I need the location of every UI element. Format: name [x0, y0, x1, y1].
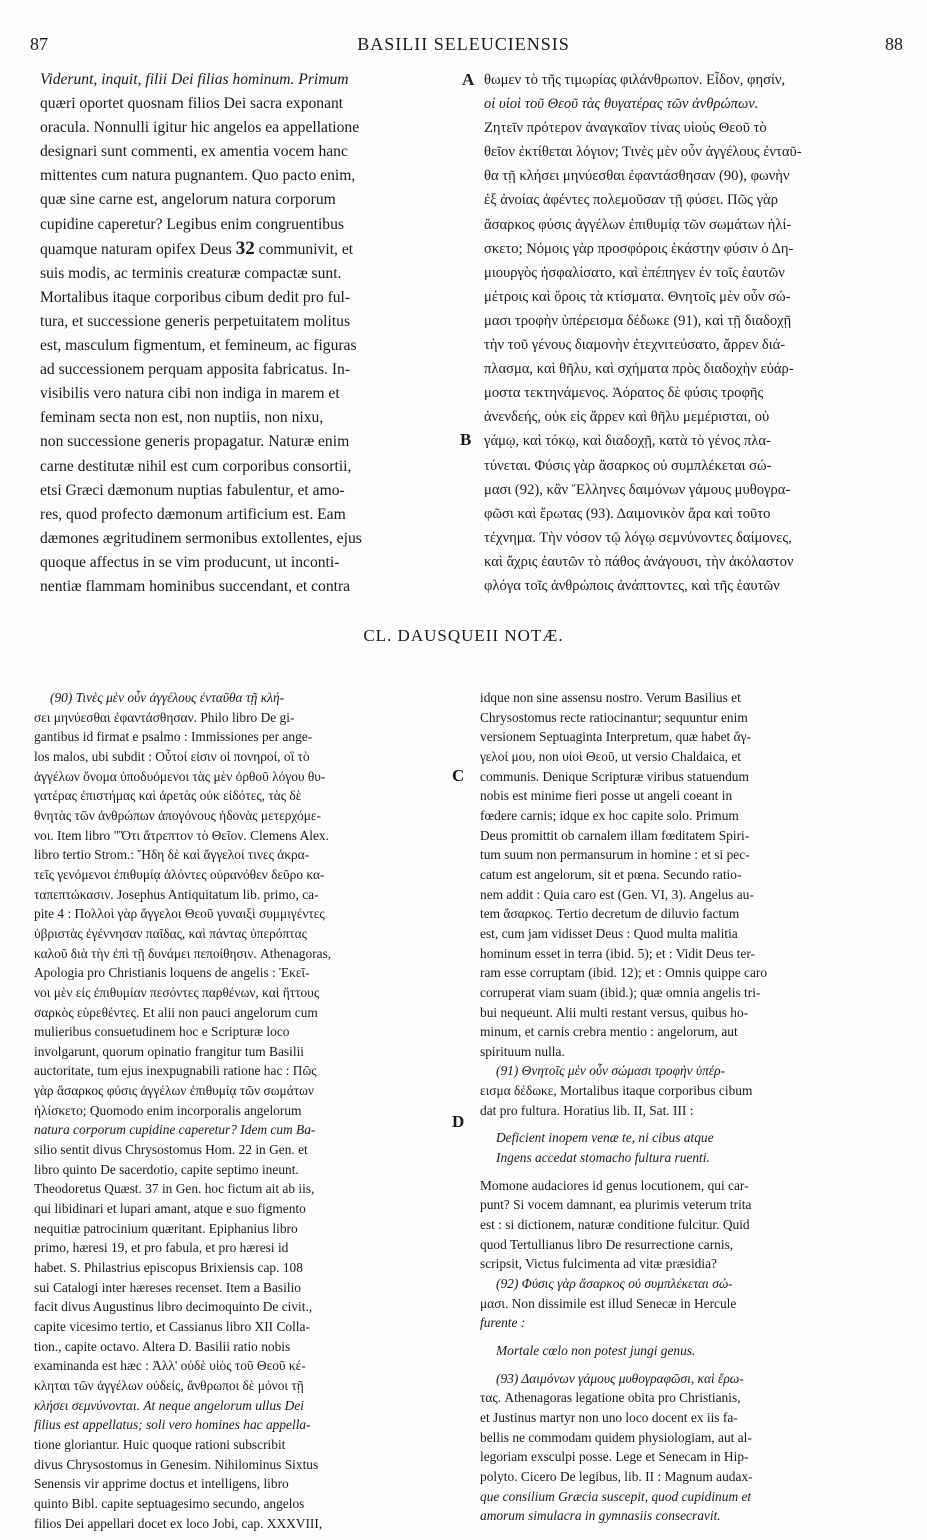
text-line: γάμῳ, καὶ τόκῳ, καὶ διαδοχῇ, κατὰ τὸ γένος πλα-: [484, 433, 771, 450]
verse-line: Mortale cœlo non potest jungi genus.: [496, 1343, 696, 1358]
text-line: ἄσαρκος φύσις ἀγγέλων ἐπιθυμίᾳ τῶν σωμάτων ἡλί-: [484, 216, 792, 233]
note-line: tione gloriantur. Huic quoque rationi subscribit: [34, 1436, 286, 1452]
note-line: gantibus id firmat e psalmo : Immissiones per ange-: [34, 729, 313, 745]
note-line: silio sentit divus Chrysostomus Hom. 22 in Gen. et: [34, 1142, 308, 1158]
note-line: que consilium Græcia suscepit, quod cupidinum et: [480, 1488, 752, 1504]
notes-left-column: [34, 688, 446, 1533]
greek-text-column: [484, 68, 904, 598]
text-line: est, masculum figmentum, et femineum, ac figuras: [40, 337, 357, 355]
text-line: dæmones ægritudinem sermonibus extollentes, ejus: [40, 529, 362, 547]
spacer: [480, 1168, 900, 1176]
note-line: libro quinto De sacerdotio, capite septimo ineunt.: [34, 1161, 299, 1177]
note-line: punt? Si vocem damnant, ea plurimis veterum trita: [480, 1197, 752, 1213]
note-line: dat pro fultura. Horatius lib. II, Sat. III :: [480, 1102, 694, 1118]
text-line: etsi Græci dæmonum nuptias fabulentur, et amo-: [40, 481, 345, 499]
spacer: [480, 1361, 900, 1369]
text-fragment: quamque naturam opifex Deus: [40, 240, 232, 258]
text-line: res, quod profecto dæmonum artificium est. Eam: [40, 505, 346, 523]
note-line: sui Catalogi inter hæreses recenset. Item a Basilio: [34, 1279, 301, 1295]
note-line: Chrysostomus recte ratiocinantur; sequuntur enim: [480, 709, 748, 725]
note-line: filius est appellatus; soli vero homines hac appella-: [34, 1417, 311, 1433]
text-line: φλόγα τοῖς ἀνθρώποις ἀνάπτοντες, καὶ τῆς ἑαυτῶν: [484, 577, 780, 594]
note-line: καλοῦ διὰ τὴν ἐπὶ τῇ δυνάμει πεποίθησιν. Athenagoras,: [34, 945, 332, 961]
note-line: capite vicesimo tertio, et Cassianus libro XII Colla-: [34, 1319, 310, 1334]
note-line: libro tertio Strom.: Ἤδη δὲ καὶ ἄγγελοί τινες ἀκρα-: [34, 847, 310, 863]
note-line: ἡλίσκετο; Quomodo enim incorporalis angelorum: [34, 1102, 302, 1118]
note-line: est : si dictionem, naturæ conditione fulcitur. Quid: [480, 1217, 750, 1233]
notes-right-column: [480, 688, 900, 1526]
text-line: σκετο; Νόμοις γὰρ προσφόροις ἑκάστην φύσιν ὁ Δη-: [484, 240, 794, 257]
text-line: tura, et successione generis perpetuitatem molitus: [40, 312, 351, 330]
text-line: τέχνημα. Τὴν νόσον τῷ λόγῳ σεμνύνοντες δαίμονες,: [484, 529, 792, 546]
note-line: catum est angelorum, sit et pœna. Secundo ratio-: [480, 866, 742, 882]
note-line: γὰρ ἄσαρκος φύσις ἀγγέλων ἐπιθυμίᾳ τῶν σωμάτων: [34, 1083, 314, 1099]
text-line: μέτροις καὶ ὅροις τὰ κτίσματα. Θνητοῖς μὲν οὖν σώ-: [484, 288, 791, 305]
note-line: tion., capite octavo. Altera D. Basilii ratio nobis: [34, 1338, 291, 1354]
note-line: minum, et carnis crebra mentio : angelorum, aut: [480, 1024, 738, 1040]
note-line: (93) Δαιμόνων γάμους μυθογραφῶσι, καὶ ἔρω-: [496, 1370, 744, 1386]
column-marker: 32: [235, 237, 255, 259]
text-line: Ζητεῖν πρότερον ἀναγκαῖον τίνας υἱοὺς Θεοῦ τὸ: [484, 120, 767, 137]
text-line: mittentes cum natura pugnantem. Quo pacto enim,: [40, 167, 356, 185]
text-line: οἱ υἱοὶ τοῦ Θεοῦ τὰς θυγατέρας τῶν ἀνθρώπων.: [484, 96, 759, 113]
note-line: tem ἄσαρκος. Tertio decretum de diluvio factum: [480, 906, 740, 922]
note-line: divus Chrysostomus in Genesim. Nihilominus Sixtus: [34, 1456, 319, 1472]
note-line: amorum simulacra in gymnasiis consecravit.: [480, 1508, 721, 1524]
text-line: θωμεν τὸ τῆς τιμωρίας φιλάνθρωπον. Εἶδον, φησίν,: [484, 72, 786, 88]
note-line: Momone audaciores id genus locutionem, qui car-: [480, 1177, 749, 1193]
text-line: suis modis, ac terminis creaturæ compactæ sunt.: [40, 264, 342, 282]
note-line: facit divus Augustinus libro decimoquinto De civit.,: [34, 1299, 313, 1315]
text-line: quæri oportet quosnam filios Dei sacra exponant: [40, 95, 344, 113]
text-line: μιουργὸς ἠσφαλίσατο, καὶ ἐπέπηγεν ἐν τοῖς ἑαυτῶν: [484, 264, 785, 281]
note-line: Deus promittit ob carnalem illam fœditatem Spiri-: [480, 827, 750, 843]
note-line: natura corporum cupidine caperetur? Idem cum Ba-: [34, 1122, 316, 1138]
note-line: legoriam exsculpi posse. Lege et Senecam in Hip-: [480, 1449, 749, 1465]
text-line: carne destitutæ nihil est cum corporibus consortii,: [40, 457, 352, 475]
note-line: νοι. Item libro "Ὅτι ἄτρεπτον τὸ Θεῖον. Clemens Alex.: [34, 827, 329, 843]
note-line: est, cum jam vidisset Deus : Quod multa malitia: [480, 925, 738, 941]
text-line: θεῖον ἐκτίθεται λόγιον; Τινὲς μὲν οὖν ἀγγέλους ἐνταῦ-: [484, 144, 802, 161]
note-line: σει μηνύεσθαι ἐφαντάσθησαν. Philo libro De gi-: [34, 709, 295, 725]
page-number-right: 88: [885, 34, 903, 54]
note-line: bui nequeunt. Alii multi restant versus, quibus ho-: [480, 1004, 749, 1020]
note-line: spirituum nulla.: [480, 1043, 565, 1059]
text-line: Mortalibus itaque corporibus cibum dedit pro ful-: [40, 288, 351, 306]
note-line: et Justinus martyr non uno loco docent ex iis fa-: [480, 1409, 738, 1425]
note-line: nobis est minime fieri posse ut angeli coeant in: [480, 788, 733, 804]
running-head: [0, 34, 927, 58]
note-line: filios Dei appellari docet ex loco Jobi, cap. XXXVIII,: [34, 1515, 323, 1531]
text-line: visibilis vero natura cibi non indiga in marem et: [40, 385, 340, 403]
note-line: los malos, ubi subdit : Οὗτοί εἰσιν οἱ πονηροί, οἳ τὸ: [34, 748, 310, 764]
text-line: μοστα τεκτηνάμενος. Ἀόρατος δὲ φύσις τροφῆς: [484, 385, 764, 402]
latin-text-column: [40, 68, 454, 599]
text-line: Viderunt, inquit, filii Dei filias hominum. Primum: [40, 71, 349, 88]
note-line: κλήσει σεμνύνονται. At neque angelorum ullus Dei: [34, 1397, 304, 1413]
note-line: γελοί μου, non υἱοὶ Θεοῦ, ut versio Chaldaica, et: [480, 748, 742, 764]
note-line: ὑβριστὰς ἐγέννησαν παῖδας, καὶ πάντας ὑπερόπτας: [34, 925, 307, 941]
verse-line: Deficient inopem venæ te, ni cibus atque: [496, 1130, 714, 1146]
note-line: γατέρας ἐπιστήμας καὶ ἀρετὰς οὐκ εἰδότες, τὰς δὲ: [34, 788, 302, 804]
page-number-left: 87: [30, 34, 48, 54]
note-line: idque non sine assensu nostro. Verum Basilius et: [480, 690, 741, 705]
spacer: [480, 1333, 900, 1341]
text-line: ad successionem perquam apposita fabricatus. In-: [40, 361, 351, 379]
note-line: εισμα δέδωκε, Mortalibus itaque corporibus cibum: [480, 1083, 753, 1099]
note-line: τεῖς γενόμενοι ἐπιθυμίᾳ ἁλόντες οὐρανόθεν δεῦρο κα-: [34, 866, 325, 882]
text-line: feminam secta non est, non nuptiis, non nixu,: [40, 409, 324, 427]
text-line: ἀνενδεής, οὐκ εἰς ἄρρεν καὶ θῆλυ μεμέρισται, οὐ: [484, 409, 770, 426]
text-line: quæ sine carne est, angelorum natura corporum: [40, 191, 336, 209]
text-line: φῶσι καὶ ἔρωτας (93). Δαιμονικὸν ἄρα καὶ τοῦτο: [484, 505, 771, 522]
margin-letter-c: C: [452, 766, 465, 785]
text-line: nentiæ flammam hominibus succendant, et contra: [40, 577, 351, 595]
note-line: versionem Septuaginta Interpretum, quæ habet ἄγ-: [480, 729, 752, 745]
text-line: designari sunt commenti, ex amentia vocem hanc: [40, 143, 348, 161]
note-line: (91) Θνητοῖς μὲν οὖν σώμασι τροφὴν ὑπέρ-: [496, 1063, 725, 1079]
note-line: polyto. Cicero De legibus, lib. II : Magnum audax-: [480, 1468, 753, 1484]
spacer: [480, 1120, 900, 1128]
note-line: mulieribus consuetudinem hoc e Scripturæ loco: [34, 1024, 290, 1040]
note-line: nequitiæ patrocinium quæritant. Epiphanius libro: [34, 1220, 298, 1236]
note-line: bellis ne commodam quidem physiologiam, aut al-: [480, 1429, 752, 1445]
note-line: ἀγγέλων ὄνομα ὑποδυόμενοι τὰς μὲν ὀρθοῦ λόγου θυ-: [34, 768, 326, 784]
text-line: θα τῇ κλήσει μηνύεσθαι ἐφαντάσθησαν (90), φωνὴν: [484, 168, 790, 185]
note-line: scripsit, Victus fulcimenta ad vitæ præsidia?: [480, 1256, 717, 1272]
note-line: νοι μὲν εἰς ἐπιθυμίαν πεσόντες παρθένων, καὶ ἥττους: [34, 984, 320, 1000]
margin-letter-b: B: [460, 430, 472, 449]
text-line: τὴν τοῦ γένους διαμονὴν ἐτεχνιτεύσατο, ἄρρεν διά-: [484, 337, 786, 354]
margin-letter-a: A: [462, 70, 475, 89]
note-line: ram esse corruptam (ibid. 12); et : Omnis quippe caro: [480, 965, 768, 981]
note-line: μασι. Non dissimile est illud Senecæ in Hercule: [480, 1295, 737, 1311]
text-line: [40, 237, 454, 262]
verse-line: Ingens accedat stomacho fultura ruenti.: [496, 1150, 710, 1166]
note-line: Senensis vir apprime doctus et intelligens, libro: [34, 1476, 289, 1492]
note-line: σαρκὸς εὑρεθέντες. Et alii non pauci angelorum cum: [34, 1004, 318, 1020]
note-line: Apologia pro Christianis loquens de angelis : Ἐκεῖ-: [34, 965, 310, 981]
text-line: μασι τροφὴν ὑπέρεισμα δέδωκε (91), καὶ τῇ διαδοχῇ: [484, 312, 792, 329]
note-line: κληται τῶν ἀγγέλων οὐδείς, ἄνθρωποι δὲ μόνοι τῇ: [34, 1377, 304, 1393]
note-line: primo, hæresi 19, et pro fabula, et pro hæresi id: [34, 1240, 289, 1256]
note-line: communis. Denique Scripturæ viribus statuendum: [480, 768, 749, 784]
text-line: πλασμα, καὶ θῆλυ, καὶ σχήματα πρὸς διαδοχὴν εὐάρ-: [484, 361, 794, 378]
text-line: oracula. Nonnulli igitur hic angelos ea appellatione: [40, 119, 360, 137]
text-fragment: communivit, et: [258, 240, 354, 258]
text-line: μασι (92), κἂν Ἕλληνες δαιμόνων γάμους μυθογρα-: [484, 481, 791, 498]
text-line: ἐξ ἀνοίας ἀφέντες πολεμοῦσαν τῇ φύσει. Πῶς γὰρ: [484, 192, 778, 209]
note-line: examinanda est hæc : Ἀλλ' οὐδὲ υἱὸς τοῦ Θεοῦ κέ-: [34, 1358, 306, 1374]
note-line: ταπεπτώκασιν. Josephus Antiquitatum lib. primo, ca-: [34, 886, 319, 902]
text-line: καὶ ἄχρις ἑαυτῶν τὸ πάθος ἀνάγουσι, τὴν ἀκόλαστον: [484, 553, 794, 570]
note-line: hominum esset in terra (ibid. 5); et : Vidit Deus ter-: [480, 945, 755, 961]
note-line: quinto Bibl. capite septuagesimo secundo, angelos: [34, 1495, 305, 1511]
note-line: nem addit : Quia caro est (Gen. VI, 3). Angelus au-: [480, 886, 754, 902]
note-line: Theodoretus Quæst. 37 in Gen. hoc fictum ait ab iis,: [34, 1181, 315, 1197]
text-line: quoque affectus in se vim producunt, ut inconti-: [40, 553, 340, 571]
note-line: habet. S. Philastrius episcopus Brixiensis cap. 108: [34, 1260, 303, 1276]
text-line: τύνεται. Φύσις γὰρ ἄσαρκος οὐ συμπλέκεται σώ-: [484, 457, 772, 474]
running-title: BASILII SELEUCIENSIS: [357, 34, 570, 54]
note-line: auctoritate, tum ejus inexpugnabili ratione hac : Πῶς: [34, 1063, 317, 1079]
note-line: quod Tertullianus libro De resurrectione carnis,: [480, 1236, 734, 1252]
note-line: (90) Τινὲς μὲν οὖν ἀγγέλους ἐνταῦθα τῇ κλή-: [50, 690, 285, 705]
margin-letter-d: D: [452, 1112, 465, 1131]
note-line: involgarunt, quorum opinatio frangitur tum Basilii: [34, 1043, 305, 1059]
text-line: cupidine caperetur? Legibus enim congruentibus: [40, 215, 344, 233]
note-line: fœdere carnis; idque ex hoc capite solo. Primum: [480, 807, 739, 823]
note-line: τας. Athenagoras legatione obita pro Christianis,: [480, 1390, 741, 1406]
note-line: tum suum non permansurum in homine : et si pec-: [480, 847, 750, 863]
note-line: (92) Φύσις γὰρ ἄσαρκος οὐ συμπλέκεται σώ-: [496, 1276, 733, 1292]
notes-heading: CL. DAUSQUEII NOTÆ.: [363, 626, 564, 645]
note-line: θνητὰς τῶν ἀνθρώπων ἀπογόνους ἡδονὰς μετερχόμε-: [34, 807, 322, 823]
note-line: pite 4 : Πολλοὶ γὰρ ἄγγελοι Θεοῦ γυναιξὶ συμμιγέντες: [34, 906, 325, 922]
note-line: qui libidinari et lupari amant, atque e suo figmento: [34, 1201, 306, 1217]
note-line: furente :: [480, 1315, 526, 1331]
note-line: corruperat viam suam (ibid.); quæ omnia angelis tri-: [480, 984, 761, 1000]
text-line: non successione generis propagatur. Naturæ enim: [40, 433, 350, 451]
